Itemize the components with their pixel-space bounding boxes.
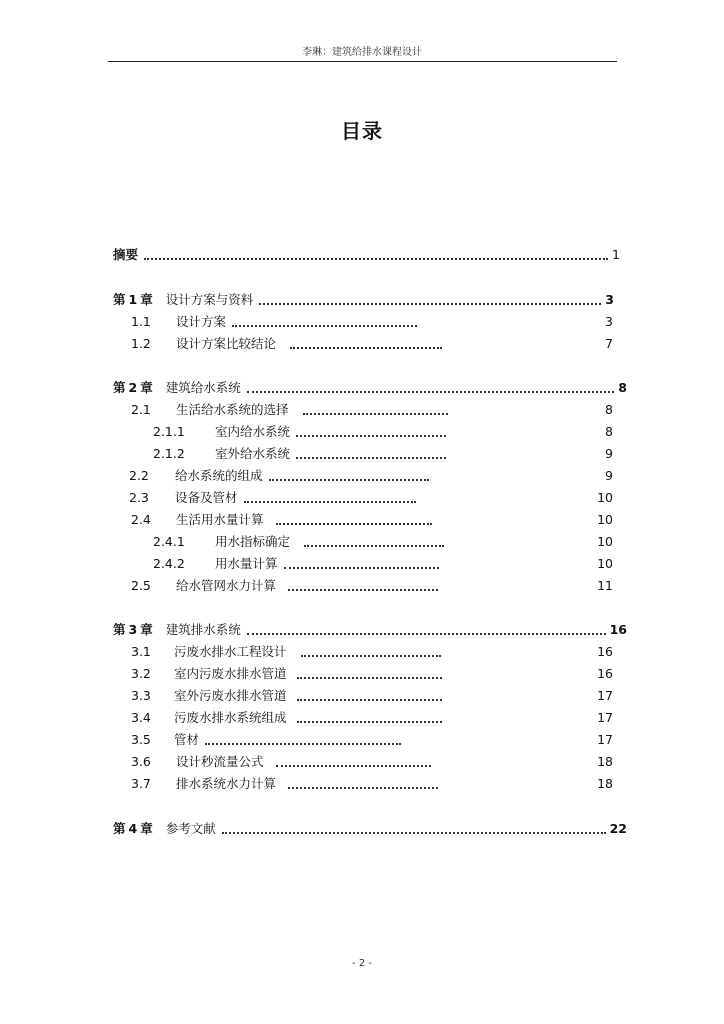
item-title: 用水指标确定 (215, 534, 291, 549)
item-number: 2.4.2 (153, 556, 185, 571)
toc-leader (297, 721, 442, 723)
toc-item-2-1-2[interactable] (153, 443, 613, 461)
toc-page: 17 (597, 710, 613, 725)
item-number: 2.3 (129, 490, 149, 505)
item-number: 3.4 (131, 710, 151, 725)
toc-chapter-2[interactable] (113, 377, 627, 395)
chapter-number: 1 (128, 292, 138, 307)
item-number: 1.2 (131, 336, 151, 351)
toc-leader (296, 457, 446, 459)
item-title: 生活给水系统的选择 (176, 402, 289, 417)
item-number: 2.4.1 (153, 534, 185, 549)
toc-leader (269, 479, 429, 481)
item-number: 2.5 (131, 578, 151, 593)
page-title: 目录 (341, 119, 383, 143)
toc-item-2-1[interactable] (131, 399, 613, 417)
page-number: - 2 - (352, 958, 372, 969)
chapter-number: 2 (128, 380, 138, 395)
toc-item-2-3[interactable] (129, 487, 613, 505)
item-title: 设计方案 (176, 314, 227, 329)
toc-label: 摘要 (113, 247, 139, 262)
item-title: 设计秒流量公式 (176, 754, 264, 769)
item-number: 3.5 (131, 732, 151, 747)
toc-page: 18 (597, 776, 613, 791)
toc-leader (284, 567, 439, 569)
toc-page: 1 (612, 247, 620, 262)
toc-leader (247, 391, 615, 393)
item-number: 3.3 (131, 688, 151, 703)
toc-chapter-1[interactable] (113, 289, 614, 307)
item-title: 污废水排水工程设计 (174, 644, 287, 659)
toc-leader (276, 523, 432, 525)
toc-item-3-7[interactable] (131, 773, 613, 791)
toc-page: 16 (609, 622, 627, 637)
toc-page: 9 (605, 468, 613, 483)
toc-page: 10 (597, 490, 613, 505)
toc-item-3-6[interactable] (131, 751, 613, 769)
item-number: 2.2 (129, 468, 149, 483)
toc-item-3-1[interactable] (131, 641, 613, 659)
toc-page: 3 (605, 292, 614, 307)
toc-leader (222, 832, 606, 834)
item-title: 室内污废水排水管道 (174, 666, 287, 681)
item-title: 室内给水系统 (215, 424, 291, 439)
chapter-prefix: 第 (113, 292, 126, 307)
toc-leader (288, 589, 438, 591)
item-title: 给水管网水力计算 (176, 578, 277, 593)
chapter-number: 3 (128, 622, 138, 637)
chapter-title: 参考文献 (165, 821, 216, 836)
toc-entry-abstract[interactable] (113, 244, 620, 262)
item-title: 室外给水系统 (215, 446, 291, 461)
item-number: 1.1 (131, 314, 151, 329)
chapter-suffix: 章 (140, 380, 153, 395)
toc-item-2-5[interactable] (131, 575, 613, 593)
item-title: 室外污废水排水管道 (174, 688, 287, 703)
toc-page: 9 (605, 446, 613, 461)
toc-item-3-2[interactable] (131, 663, 613, 681)
toc-page: 8 (605, 424, 613, 439)
toc-page: 10 (597, 534, 613, 549)
item-number: 2.1 (131, 402, 151, 417)
item-number: 3.2 (131, 666, 151, 681)
toc-item-1-1[interactable] (131, 311, 613, 329)
chapter-suffix: 章 (140, 821, 153, 836)
chapter-prefix: 第 (113, 821, 126, 836)
item-number: 2.1.1 (153, 424, 185, 439)
item-number: 2.4 (131, 512, 151, 527)
toc-page: 10 (597, 556, 613, 571)
toc-chapter-3[interactable] (113, 619, 627, 637)
toc-leader (304, 545, 444, 547)
toc-leader (288, 787, 438, 789)
chapter-title: 建筑排水系统 (165, 622, 241, 637)
chapter-prefix: 第 (113, 380, 126, 395)
toc-item-1-2[interactable] (131, 333, 613, 351)
chapter-suffix: 章 (140, 292, 153, 307)
toc-page: 7 (605, 336, 613, 351)
toc-leader (290, 347, 442, 349)
toc-page: 17 (597, 688, 613, 703)
item-number: 2.1.2 (153, 446, 185, 461)
item-title: 用水量计算 (215, 556, 278, 571)
item-title: 污废水排水系统组成 (174, 710, 287, 725)
toc-leader (276, 765, 431, 767)
item-number: 3.1 (131, 644, 151, 659)
item-title: 设计方案比较结论 (176, 336, 277, 351)
item-title: 生活用水量计算 (176, 512, 264, 527)
toc-page: 8 (618, 380, 627, 395)
toc-page: 11 (597, 578, 613, 593)
toc-leader (144, 258, 608, 260)
header-text: 李琳：建筑给排水课程设计 (302, 47, 422, 58)
chapter-suffix: 章 (140, 622, 153, 637)
toc-leader (244, 501, 416, 503)
toc-chapter-4[interactable] (113, 818, 627, 836)
item-number: 3.7 (131, 776, 151, 791)
toc-page: 16 (597, 666, 613, 681)
chapter-number: 4 (128, 821, 138, 836)
toc-item-3-5[interactable] (131, 729, 613, 747)
toc-page: 18 (597, 754, 613, 769)
toc-item-3-4[interactable] (131, 707, 613, 725)
item-number: 3.6 (131, 754, 151, 769)
item-title: 给水系统的组成 (175, 468, 263, 483)
toc-leader (205, 743, 401, 745)
toc-item-2-4-1[interactable] (153, 531, 613, 549)
toc-item-2-2[interactable] (129, 465, 613, 483)
toc-item-2-4-2[interactable] (153, 553, 613, 571)
toc-page: 22 (609, 821, 627, 836)
toc-leader (232, 325, 417, 327)
toc-item-2-4[interactable] (131, 509, 613, 527)
toc-leader (247, 633, 606, 635)
toc-leader (301, 655, 441, 657)
chapter-title: 设计方案与资料 (165, 292, 254, 307)
toc-leader (259, 303, 601, 305)
toc-leader (303, 413, 448, 415)
toc-page: 16 (597, 644, 613, 659)
toc-item-2-1-1[interactable] (153, 421, 613, 439)
chapter-prefix: 第 (113, 622, 126, 637)
toc-leader (297, 677, 442, 679)
toc-page: 17 (597, 732, 613, 747)
item-title: 排水系统水力计算 (176, 776, 277, 791)
toc-page: 3 (605, 314, 613, 329)
item-title: 设备及管材 (175, 490, 238, 505)
toc-page: 10 (597, 512, 613, 527)
chapter-title: 建筑给水系统 (165, 380, 241, 395)
toc-leader (296, 435, 446, 437)
toc-item-3-3[interactable] (131, 685, 613, 703)
toc-leader (297, 699, 442, 701)
toc-page: 8 (605, 402, 613, 417)
item-title: 管材 (174, 732, 200, 747)
